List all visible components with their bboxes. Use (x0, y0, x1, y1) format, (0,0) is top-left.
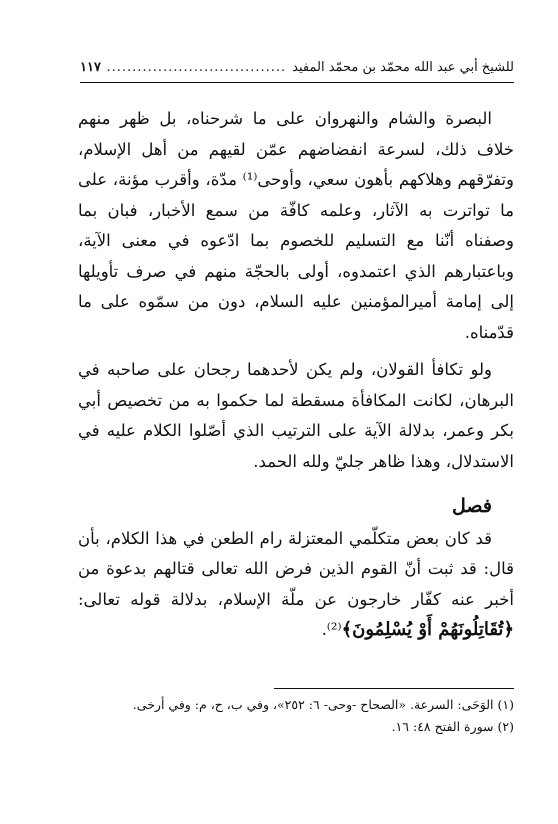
footnotes (78, 694, 514, 738)
footnote-1: (١) الوَحَى: السرعة. «الصحاح -وحى- ٦: ٢٥٢»، وفي ب، ح، م: وفي أرخى. (132, 697, 514, 712)
running-head (80, 56, 514, 78)
footnote-rule (274, 688, 514, 689)
paragraph-2: ولو تكافأ القولان، ولم يكن لأحدهما رجحان على صاحبه في البرهان، لكانت المكافأة مسقطة لما حكموا به من تخصيص أبي بكر وعمر، بدلالة الآية على الترتيب الذي أصّلوا الكلام عليه في الاستدلال، وهذا ظاهر جليّ ولله الحمد. (78, 360, 514, 471)
paragraph-3 (78, 524, 514, 646)
section-heading: فصل (452, 495, 492, 517)
footnote-2: (٢) سورة الفتح ٤٨: ١٦. (391, 719, 514, 734)
quran-quote: ﴿تُقَاتِلُونَهُمْ أَوْ يُسْلِمُونَ﴾ (341, 619, 514, 640)
footnote-ref-2: ⁽²⁾. (321, 620, 342, 639)
header-rule (80, 82, 514, 83)
main-text (78, 104, 514, 653)
page-number: ١١٧ (80, 59, 101, 75)
dot-leader (107, 60, 286, 75)
paragraph-1: البصرة والشام والنهروان على ما شرحناه، بل ظهر منهم خلاف ذلك، لسرعة انفضاضهم عمّن لقيهم من أهل الإسلام، وتفرّقهم وهلاكهم بأهون سعي، وأوحى⁽¹⁾ مدّة، وأقرب مؤنة، على ما تواترت به الآثار، وعلمه كافّة من سمع الأخبار، فبان بما وصفناه أنّنا مع التسليم للخصوم بما ادّعوه في معنى الآية، وباعتبارهم الذي اعتمدوه، أولى بالحجّة منهم في صرف تأويلها إلى إمامة أميرالمؤمنين عليه السلام، دون من سمّوه على ما قدّمناه. (78, 109, 514, 342)
running-head-title: للشيخ أبي عبد الله محمّد بن محمّد المفيد (292, 59, 514, 75)
paragraph-3-text: قد كان بعض متكلّمي المعتزلة رام الطعن في هذا الكلام، بأن قال: قد ثبت أنّ القوم الذين فرض الله تعالى قتالهم بدعوة من أخبر عنه كفّار خارجون عن ملّة الإسلام، بدلالة قوله تعالى: (78, 528, 514, 609)
